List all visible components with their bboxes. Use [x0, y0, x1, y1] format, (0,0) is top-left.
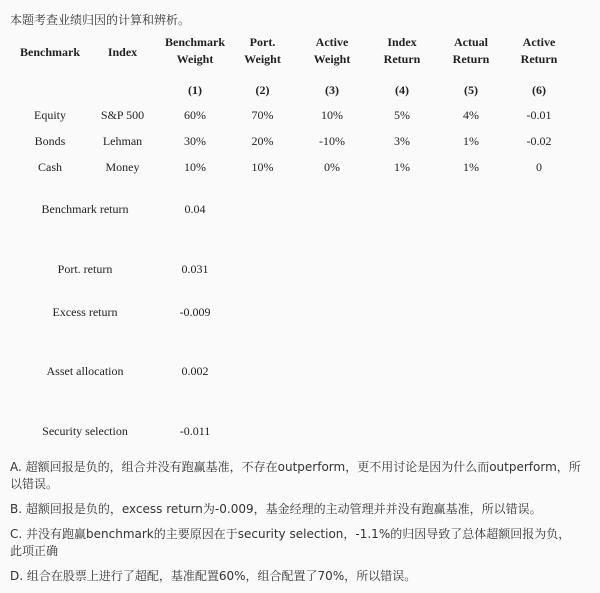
summary-label: Port. return: [57, 262, 113, 276]
header-benchmark: Benchmark: [20, 45, 80, 59]
table-cell: Equity: [34, 108, 66, 122]
header-port-weight: Port. Weight: [244, 35, 281, 66]
table-cell: 5%: [394, 108, 410, 122]
summary-label: Benchmark return: [41, 202, 129, 216]
column-number: (4): [395, 83, 409, 97]
answer-explanations: [10, 459, 582, 593]
summary-label: Excess return: [52, 305, 118, 319]
summary-value: 0.031: [181, 262, 209, 276]
table-cell: 10%: [184, 160, 206, 174]
option-c-explanation: C. 并没有跑赢benchmark的主要原因在于security selection，-1.1%的归因导致了总体超额回报为负，此项正确: [10, 527, 571, 558]
header-actual-return: Actual Return: [452, 35, 490, 66]
table-cell: 0: [536, 160, 542, 174]
table-column-number-row: [10, 72, 585, 102]
header-benchmark-weight: Benchmark Weight: [165, 35, 225, 66]
option-a-explanation: A. 超额回报是负的，组合并没有跑赢基准，不存在outperform，更不用讨论是因为什么而outperform，所以错误。: [10, 460, 581, 491]
table-cell: Lehman: [102, 134, 143, 148]
table-cell: 4%: [463, 108, 479, 122]
table-row-equity: [10, 108, 585, 134]
table-row-cash: [10, 160, 585, 186]
intro-text: 本题考查业绩归因的计算和辨析。: [10, 13, 191, 27]
summary-label: Security selection: [42, 424, 128, 438]
option-b-explanation: B. 超额回报是负的，excess return为-0.009，基金经理的主动管理并并没有跑赢基准，所以错误。: [10, 502, 542, 516]
header-index-return: Index Return: [383, 35, 421, 66]
table-cell: 1%: [394, 160, 410, 174]
table-cell: 1%: [463, 160, 479, 174]
table-cell: -0.01: [526, 108, 552, 122]
table-row-bonds: [10, 134, 585, 160]
table-cell: -10%: [319, 134, 345, 148]
summary-value: 0.04: [184, 202, 206, 216]
table-cell: 10%: [251, 160, 274, 174]
table-cell: S&P 500: [100, 108, 145, 122]
header-active-weight: Active Weight: [313, 35, 351, 66]
column-number: (2): [255, 83, 270, 97]
table-cell: Money: [105, 160, 140, 174]
table-cell: 30%: [184, 134, 206, 148]
table-cell: 20%: [251, 134, 274, 148]
column-number: (5): [464, 83, 478, 97]
table-cell: 1%: [463, 134, 479, 148]
table-cell: -0.02: [526, 134, 552, 148]
column-number: (6): [532, 83, 546, 97]
table-cell: 70%: [251, 108, 274, 122]
table-cell: 60%: [184, 108, 206, 122]
table-cell: Cash: [38, 160, 62, 174]
table-cell: 0%: [324, 160, 340, 174]
header-active-return: Active Return: [520, 35, 558, 66]
summary-value: -0.009: [179, 305, 211, 319]
table-header-row: [10, 34, 585, 72]
attribution-table: [10, 34, 585, 186]
summary-value: 0.002: [181, 364, 209, 378]
summary-label: Asset allocation: [46, 364, 124, 378]
table-cell: Bonds: [34, 134, 66, 148]
summary-value: -0.011: [179, 424, 211, 438]
column-number: (1): [188, 83, 202, 97]
column-number: (3): [325, 83, 339, 97]
header-index: Index: [107, 45, 138, 59]
option-d-explanation: D. 组合在股票上进行了超配，基准配置60%，组合配置了70%，所以错误。: [10, 569, 417, 583]
table-cell: 3%: [394, 134, 410, 148]
table-cell: 10%: [321, 108, 343, 122]
